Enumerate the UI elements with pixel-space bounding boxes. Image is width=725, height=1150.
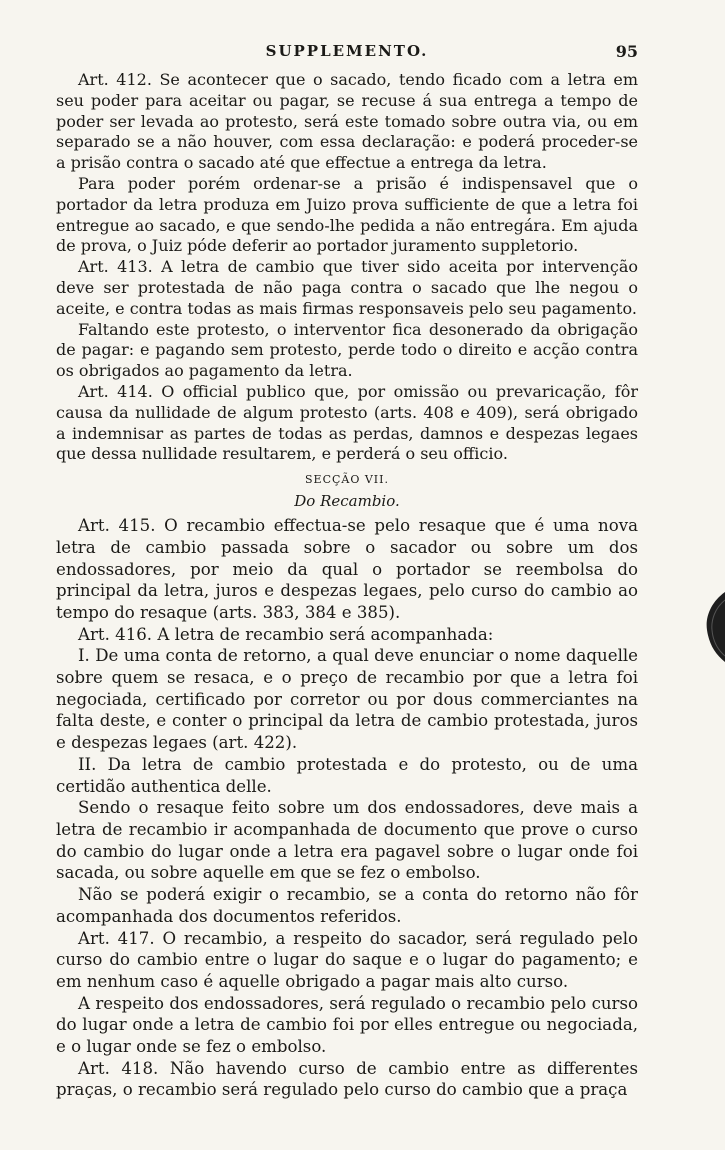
scanner-thumb-mark: [703, 592, 725, 662]
section-label: SECÇÃO VII.: [305, 473, 389, 487]
paragraph-art-416: Art. 416. A letra de recambio será acompanhada:: [78, 624, 494, 644]
paragraph-art-413-cont: Faltando este protesto, o interventor fica desonerado da obrigação de pagar: e pagando sem protesto, perde todo o direito e acção contra os obrigados ao pagamento da letra.: [56, 319, 638, 381]
paragraph-art-416-i: I. De uma conta de retorno, a qual deve enunciar o nome daquelle sobre quem se resaca, e o preço de recambio por que a letra foi negociada, certificado por corretor ou por dous commerciantes na falta deste, e conter o principal da letra de cambio protestada, juros e despezas legaes (art. 422).: [56, 646, 638, 753]
paragraph-art-416-final: Não se poderá exigir o recambio, se a conta do retorno não fôr acompanhada dos documentos referidos.: [56, 885, 638, 926]
page-number: 95: [615, 42, 638, 61]
section-title: Do Recambio.: [294, 492, 400, 511]
running-head: SUPPLEMENTO.: [265, 42, 429, 60]
paragraph-art-415: Art. 415. O recambio effectua-se pelo resaque que é uma nova letra de cambio passada sobre o sacador ou sobre um dos endossadores, por meio da qual o portador se reembolsa do principal da letra, juros e despezas legaes, pelo curso do cambio ao tempo do resaque (arts. 383, 384 e 385).: [56, 516, 638, 622]
paragraph-art-416-ii: II. Da letra de cambio protestada e do protesto, ou de uma certidão authentica delle.: [56, 754, 638, 796]
paragraph-art-416-endossadores: Sendo o resaque feito sobre um dos endossadores, deve mais a letra de recambio ir acompanhada de documento que prove o curso do cambio do lugar onde a letra era pagavel sobre o lugar onde foi sacada, ou sobre aquelle em que se fez o embolso.: [56, 798, 638, 883]
paragraph-art-412-cont: Para poder porém ordenar-se a prisão é indispensavel que o portador da letra produza em Juizo prova sufficiente de que a letra foi entregue ao sacado, e que sendo-lhe pedida a não entregára. Em ajuda de prova, o Juiz póde deferir ao portador juramento suppletorio.: [56, 173, 638, 256]
paragraph-art-417-cont: A respeito dos endossadores, será regulado o recambio pelo curso do lugar onde a letra de cambio foi por elles entregue ou negociada, e o lugar onde se fez o embolso.: [56, 993, 638, 1057]
section-vi-end: [56, 70, 638, 465]
paragraph-art-417: Art. 417. O recambio, a respeito do sacador, será regulado pelo curso do cambio entre o lugar do saque e o lugar do pagamento; e em nenhum caso é aquelle obrigado a pagar mais alto curso.: [56, 928, 638, 991]
paragraph-art-412: Art. 412. Se acontecer que o sacado, tendo ficado com a letra em seu poder para aceitar ou pagar, se recuse á sua entrega a tempo de poder ser levada ao protesto, será este tomado sobre outra via, ou em separado se a não houver, com essa declaração: e poderá proceder-se a prisão contra o sacado até que effectue a entrega da letra.: [56, 70, 638, 173]
paragraph-art-418: Art. 418. Não havendo curso de cambio entre as differentes praças, o recambio será regulado pelo curso do cambio que a praça: [56, 1058, 638, 1100]
paragraph-art-413: Art. 413. A letra de cambio que tiver sido aceita por intervenção deve ser protestada de não paga contra o sacado que lhe negou o aceite, e contra todas as mais firmas responsaveis pelo seu pagamento.: [56, 257, 638, 318]
page-body: [56, 70, 638, 1101]
page-header: [56, 42, 638, 66]
paragraph-art-414: Art. 414. O official publico que, por omissão ou prevaricação, fôr causa da nullidade de algum protesto (arts. 408 e 409), será obrigado a indemnisar as partes de todas as perdas, damnos e despezas legaes que dessa nullidade resultarem, e perderá o seu officio.: [56, 381, 638, 464]
section-vii: [56, 515, 638, 1101]
